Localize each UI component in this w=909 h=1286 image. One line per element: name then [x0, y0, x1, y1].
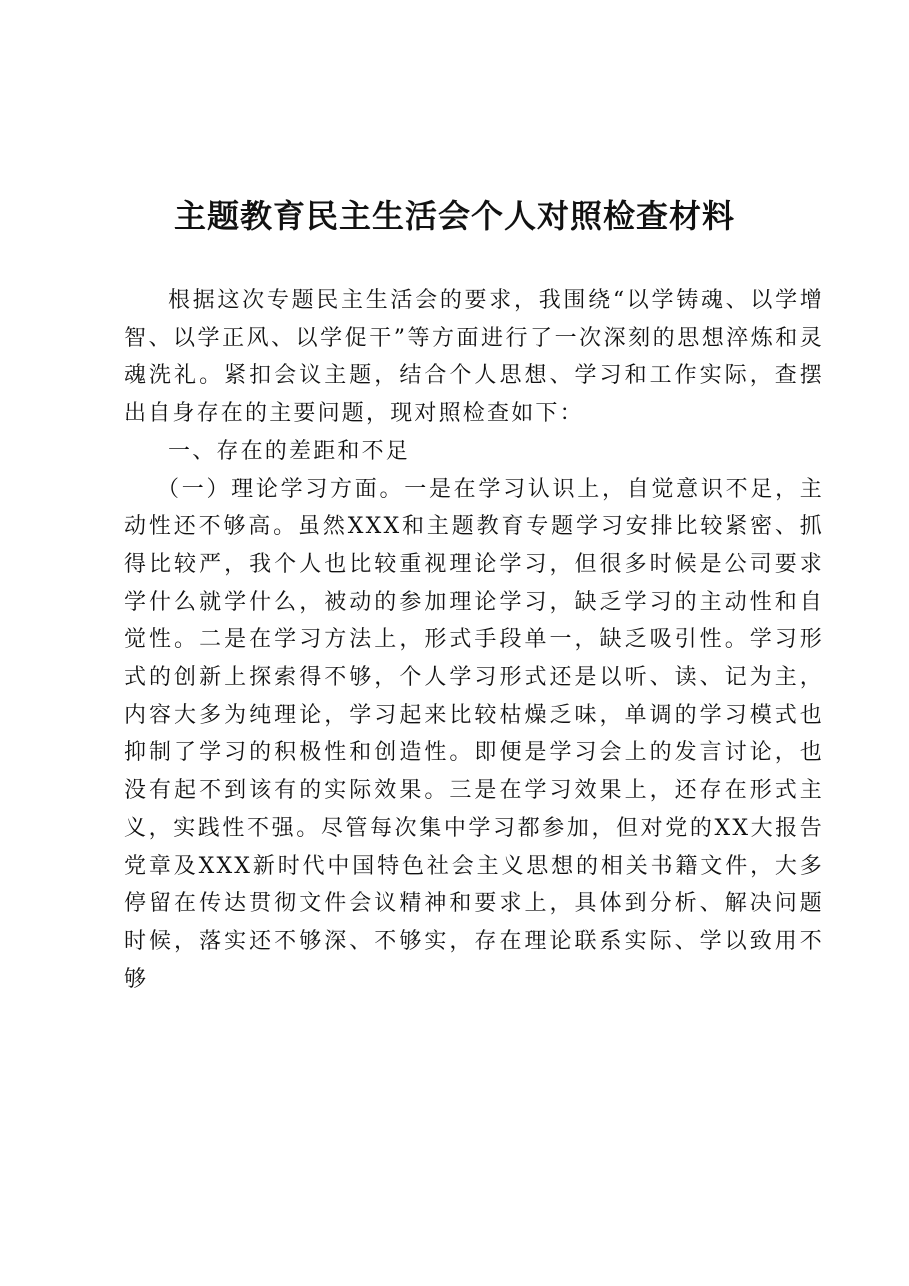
document-body	[124, 282, 824, 998]
intro-paragraph: 根据这次专题民主生活会的要求，我围绕“以学铸魂、以学增智、以学正风、以学促干”等方面进行了一次深刻的思想淬炼和灵魂洗礼。紧扣会议主题，结合个人思想、学习和工作实际，查摆出自身存在的主要问题，现对照检查如下：	[124, 288, 824, 427]
theory-study-paragraph: （一）理论学习方面。一是在学习认识上，自觉意识不足，主动性还不够高。虽然XXX和主题教育专题学习安排比较紧密、抓得比较严，我个人也比较重视理论学习，但很多时候是公司要求学什么就学什么，被动的参加理论学习，缺乏学习的主动性和自觉性。二是在学习方法上，形式手段单一，缺乏吸引性。学习形式的创新上探索得不够，个人学习形式还是以听、读、记为主，内容大多为纯理论，学习起来比较枯燥乏味，单调的学习模式也抑制了学习的积极性和创造性。即便是学习会上的发言讨论，也没有起不到该有的实际效果。三是在学习效果上，还存在形式主义，实践性不强。尽管每次集中学习都参加，但对党的XX大报告党章及XXX新时代中国特色社会主义思想的相关书籍文件，大多停留在传达贯彻文件会议精神和要求上，具体到分析、解决问题时候，落实还不够深、不够实，存在理论联系实际、学以致用不够	[124, 476, 824, 992]
section-heading: 一、存在的差距和不足	[168, 438, 411, 464]
document-title: 主题教育民主生活会个人对照检查材料	[173, 197, 735, 235]
